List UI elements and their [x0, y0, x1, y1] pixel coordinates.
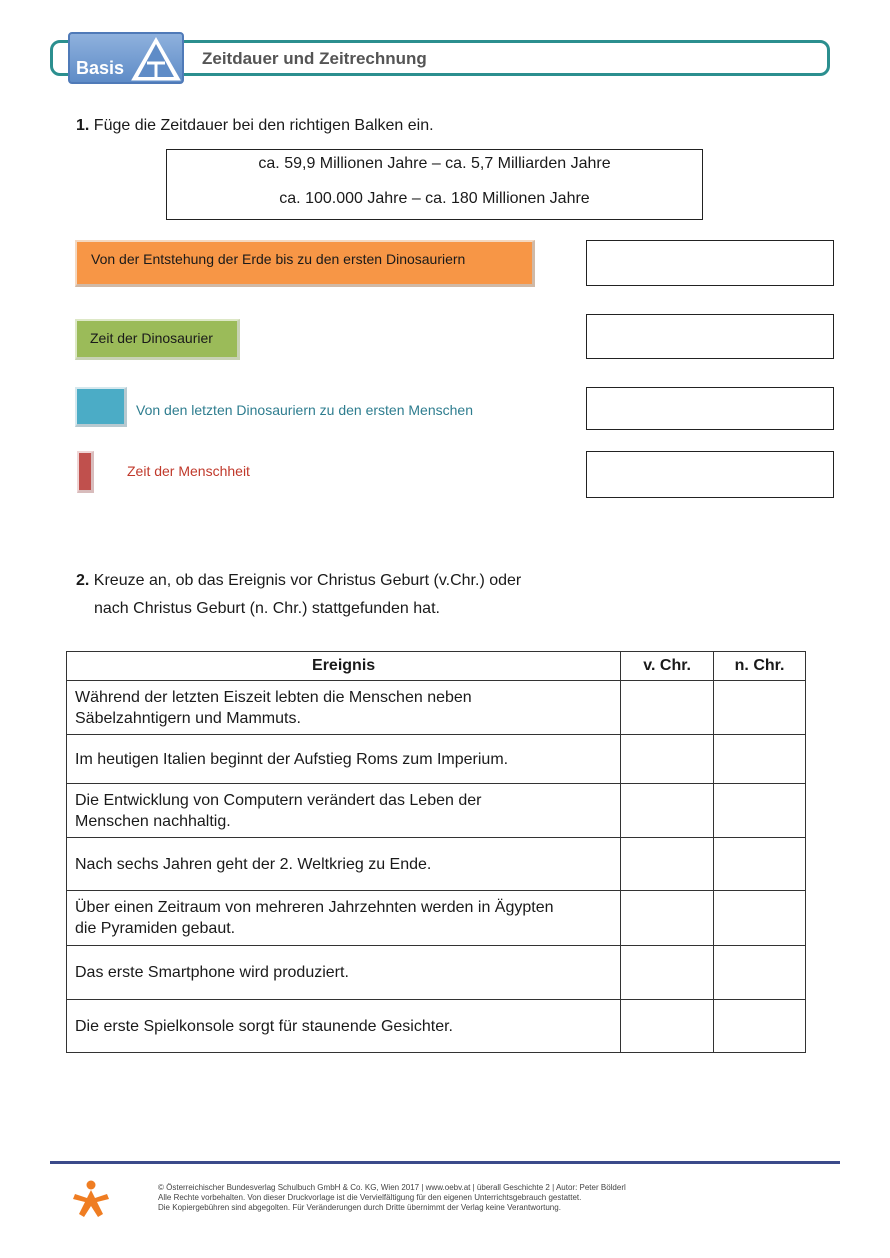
checkbox-ad[interactable] — [714, 735, 806, 784]
options-box — [166, 149, 703, 220]
header-ad: n. Chr. — [714, 652, 806, 681]
checkbox-bc[interactable] — [621, 681, 714, 735]
event-text: Die erste Spielkonsole sorgt für staunende Gesichter. — [75, 1017, 453, 1035]
event-cell — [67, 735, 621, 784]
footer-line-1: © Österreichischer Bundesverlag Schulbuch GmbH & Co. KG, Wien 2017 | www.oebv.at | überall Geschichte 2 | Autor: Peter Bölderl — [158, 1183, 626, 1192]
event-cell — [67, 1000, 621, 1053]
table-row — [67, 784, 806, 838]
table-row — [67, 1000, 806, 1053]
answer-box-1[interactable] — [586, 240, 834, 286]
event-text: Menschen nachhaltig. — [75, 812, 231, 830]
header-bc: v. Chr. — [621, 652, 714, 681]
option-1: ca. 59,9 Millionen Jahre – ca. 5,7 Milliarden Jahre — [258, 155, 611, 172]
bar-label: Von der Entstehung der Erde bis zu den ersten Dinosauriern — [91, 251, 466, 267]
bar-label: Zeit der Menschheit — [127, 463, 250, 479]
footer-copyright — [158, 1183, 626, 1213]
checkbox-ad[interactable] — [714, 946, 806, 1000]
basis-label: Basis — [76, 58, 125, 78]
event-text: Säbelzahntigern und Mammuts. — [75, 709, 301, 727]
table-header-row — [67, 652, 806, 681]
task1-number: 1. — [76, 117, 90, 134]
bar-dinosaurs — [75, 319, 240, 360]
table-row — [67, 838, 806, 891]
pyramid-icon — [130, 36, 182, 87]
checkbox-ad[interactable] — [714, 891, 806, 946]
event-cell — [67, 681, 621, 735]
table-row — [67, 735, 806, 784]
bar-label: Von den letzten Dinosauriern zu den ersten Menschen — [136, 402, 473, 418]
bar-humanity — [77, 451, 94, 493]
checkbox-ad[interactable] — [714, 838, 806, 891]
table-row — [67, 681, 806, 735]
footer-line-3: Die Kopiergebühren sind abgegolten. Für Veränderungen durch Dritte übernimmt der Verlag keine Verantwortung. — [158, 1203, 561, 1212]
event-text: Die Entwicklung von Computern verändert das Leben der — [75, 791, 482, 809]
option-2: ca. 100.000 Jahre – ca. 180 Millionen Jahre — [279, 190, 590, 207]
bar-label: Zeit der Dinosaurier — [90, 330, 213, 346]
footer-divider — [50, 1161, 840, 1164]
checkbox-bc[interactable] — [621, 946, 714, 1000]
event-text: Über einen Zeitraum von mehreren Jahrzehnten werden in Ägypten — [75, 899, 554, 916]
task2-number: 2. — [76, 572, 90, 589]
page-title: Zeitdauer und Zeitrechnung — [202, 49, 427, 68]
event-text: Nach sechs Jahren geht der 2. Weltkrieg zu Ende. — [75, 855, 432, 873]
event-text: die Pyramiden gebaut. — [75, 920, 236, 937]
event-cell — [67, 891, 621, 946]
event-cell — [67, 946, 621, 1000]
checkbox-bc[interactable] — [621, 838, 714, 891]
checkbox-bc[interactable] — [621, 735, 714, 784]
footer-line-2: Alle Rechte vorbehalten. Von dieser Druckvorlage ist die Vervielfältigung für den eigenen Unterrichtsgebrauch gestattet. — [158, 1193, 582, 1202]
event-text: Das erste Smartphone wird produziert. — [75, 964, 349, 981]
checkbox-bc[interactable] — [621, 784, 714, 838]
event-text: Während der letzten Eiszeit lebten die Menschen neben — [75, 688, 472, 706]
bar-earth-to-dinosaurs — [75, 240, 535, 287]
table-row — [67, 946, 806, 1000]
task1-instruction — [76, 117, 434, 135]
bar-dinosaurs-to-humans — [75, 387, 127, 427]
header-event: Ereignis — [67, 652, 621, 681]
checkbox-ad[interactable] — [714, 1000, 806, 1053]
checkbox-ad[interactable] — [714, 784, 806, 838]
event-cell — [67, 784, 621, 838]
publisher-logo-icon — [72, 1180, 110, 1223]
task2-text-line2: nach Christus Geburt (n. Chr.) stattgefunden hat. — [94, 600, 440, 617]
checkbox-bc[interactable] — [621, 1000, 714, 1053]
answer-box-4[interactable] — [586, 451, 834, 498]
event-text: Im heutigen Italien beginnt der Aufstieg Roms zum Imperium. — [75, 750, 509, 768]
task2-text-line1: Kreuze an, ob das Ereignis vor Christus Geburt (v.Chr.) oder — [93, 572, 522, 589]
task1-text: Füge die Zeitdauer bei den richtigen Balken ein. — [93, 117, 434, 134]
events-table — [66, 651, 806, 1053]
task2-instruction — [76, 567, 521, 623]
checkbox-bc[interactable] — [621, 891, 714, 946]
event-cell — [67, 838, 621, 891]
answer-box-2[interactable] — [586, 314, 834, 359]
table-row — [67, 891, 806, 946]
checkbox-ad[interactable] — [714, 681, 806, 735]
answer-box-3[interactable] — [586, 387, 834, 430]
